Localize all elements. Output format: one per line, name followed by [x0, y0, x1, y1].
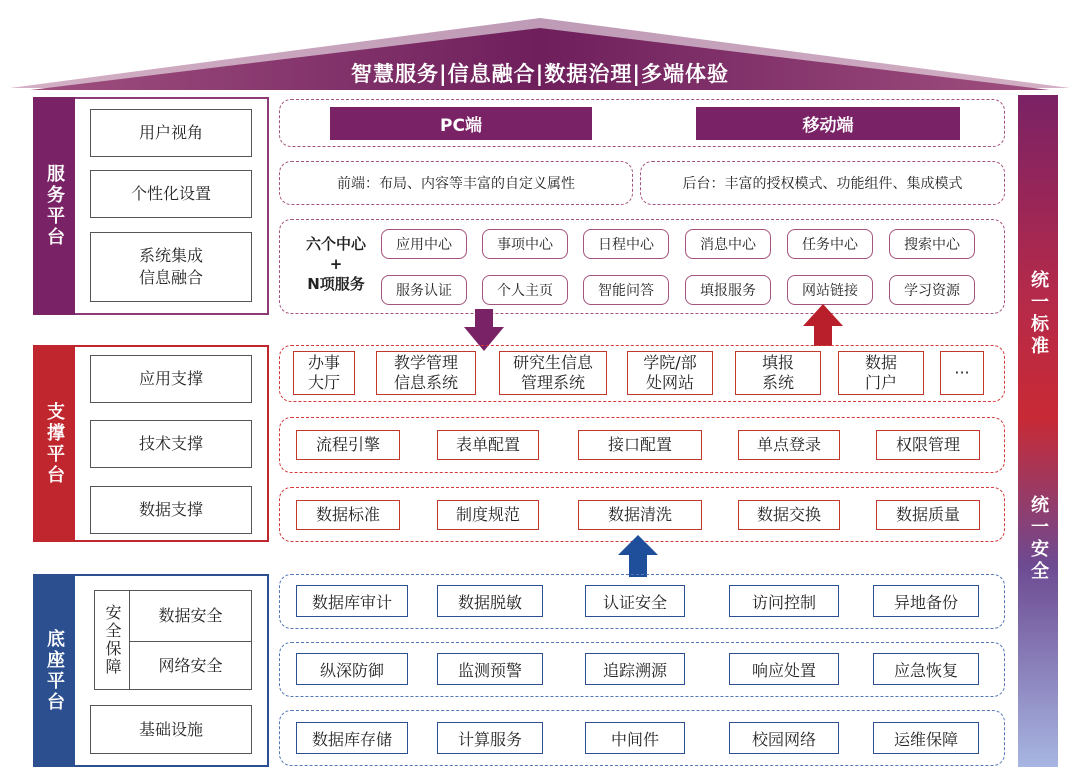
tech-support-item: 权限管理 [876, 430, 980, 460]
up-arrow-blue [616, 535, 660, 577]
base-platform-label: 底座平台 [33, 574, 75, 767]
service-item-personalization: 个性化设置 [90, 170, 252, 218]
center-item: 任务中心 [787, 229, 873, 259]
application-system: 研究生信息 管理系统 [499, 351, 607, 395]
center-item: 日程中心 [583, 229, 669, 259]
tab-pc: PC端 [330, 107, 592, 140]
tech-support-item: 流程引擎 [296, 430, 400, 460]
base-item-infrastructure: 基础设施 [90, 705, 252, 754]
service-item: 填报服务 [685, 275, 771, 305]
security-service-item: 异地备份 [873, 585, 979, 617]
backend-description: 后台：丰富的授权模式、功能组件、集成模式 [640, 161, 1005, 205]
application-system: ··· [940, 351, 984, 395]
center-item: 事项中心 [482, 229, 568, 259]
data-support-item: 制度规范 [437, 500, 539, 530]
security-service-item: 响应处置 [729, 653, 839, 685]
data-support-item: 数据质量 [876, 500, 980, 530]
center-item: 消息中心 [685, 229, 771, 259]
security-service-item: 数据库审计 [296, 585, 408, 617]
service-item-user-view: 用户视角 [90, 109, 252, 157]
base-item-data-security: 数据安全 [129, 590, 252, 642]
tech-support-item: 表单配置 [437, 430, 539, 460]
support-item-data: 数据支撑 [90, 486, 252, 534]
application-system: 学院/部 处网站 [627, 351, 713, 395]
infrastructure-item: 运维保障 [873, 722, 979, 754]
security-service-item: 数据脱敏 [437, 585, 543, 617]
support-platform-label: 支撑平台 [33, 345, 75, 542]
infrastructure-item: 计算服务 [437, 722, 543, 754]
infrastructure-item: 中间件 [585, 722, 685, 754]
service-item: 服务认证 [381, 275, 467, 305]
service-item-integration: 系统集成 信息融合 [90, 232, 252, 302]
tech-support-item: 单点登录 [738, 430, 840, 460]
tab-mobile: 移动端 [696, 107, 960, 140]
frontend-description: 前端：布局、内容等丰富的自定义属性 [279, 161, 633, 205]
service-item: 学习资源 [889, 275, 975, 305]
application-system: 办事 大厅 [293, 351, 355, 395]
infrastructure-item: 数据库存储 [296, 722, 408, 754]
sidebar-bottom-text: 统一安全 [1028, 495, 1049, 583]
centers-title: 六个中心 + N项服务 [305, 235, 366, 293]
support-item-application: 应用支撑 [90, 355, 252, 403]
service-item: 网站链接 [787, 275, 873, 305]
support-item-technology: 技术支撑 [90, 420, 252, 468]
data-support-item: 数据交换 [738, 500, 840, 530]
center-item: 应用中心 [381, 229, 467, 259]
service-item: 个人主页 [482, 275, 568, 305]
standards-sidebar [1018, 95, 1058, 767]
security-group-label: 安全保障 [94, 590, 130, 690]
security-service-item: 追踪溯源 [585, 653, 685, 685]
roof-title: 智慧服务|信息融合|数据治理|多端体验 [350, 62, 729, 86]
security-service-item: 监测预警 [437, 653, 543, 685]
application-system: 填报 系统 [735, 351, 821, 395]
application-system: 数据 门户 [838, 351, 924, 395]
base-item-network-security: 网络安全 [129, 641, 252, 690]
security-service-item: 应急恢复 [873, 653, 979, 685]
security-service-item: 认证安全 [585, 585, 685, 617]
infrastructure-item: 校园网络 [729, 722, 839, 754]
service-item: 智能问答 [583, 275, 669, 305]
data-support-item: 数据标准 [296, 500, 400, 530]
tech-support-item: 接口配置 [578, 430, 702, 460]
security-service-item: 纵深防御 [296, 653, 408, 685]
sidebar-top-text: 统一标准 [1028, 270, 1049, 358]
application-system: 教学管理 信息系统 [376, 351, 476, 395]
up-arrow-red [801, 304, 845, 346]
service-platform-label: 服务平台 [33, 97, 75, 315]
security-service-item: 访问控制 [729, 585, 839, 617]
data-support-item: 数据清洗 [578, 500, 702, 530]
center-item: 搜索中心 [889, 229, 975, 259]
